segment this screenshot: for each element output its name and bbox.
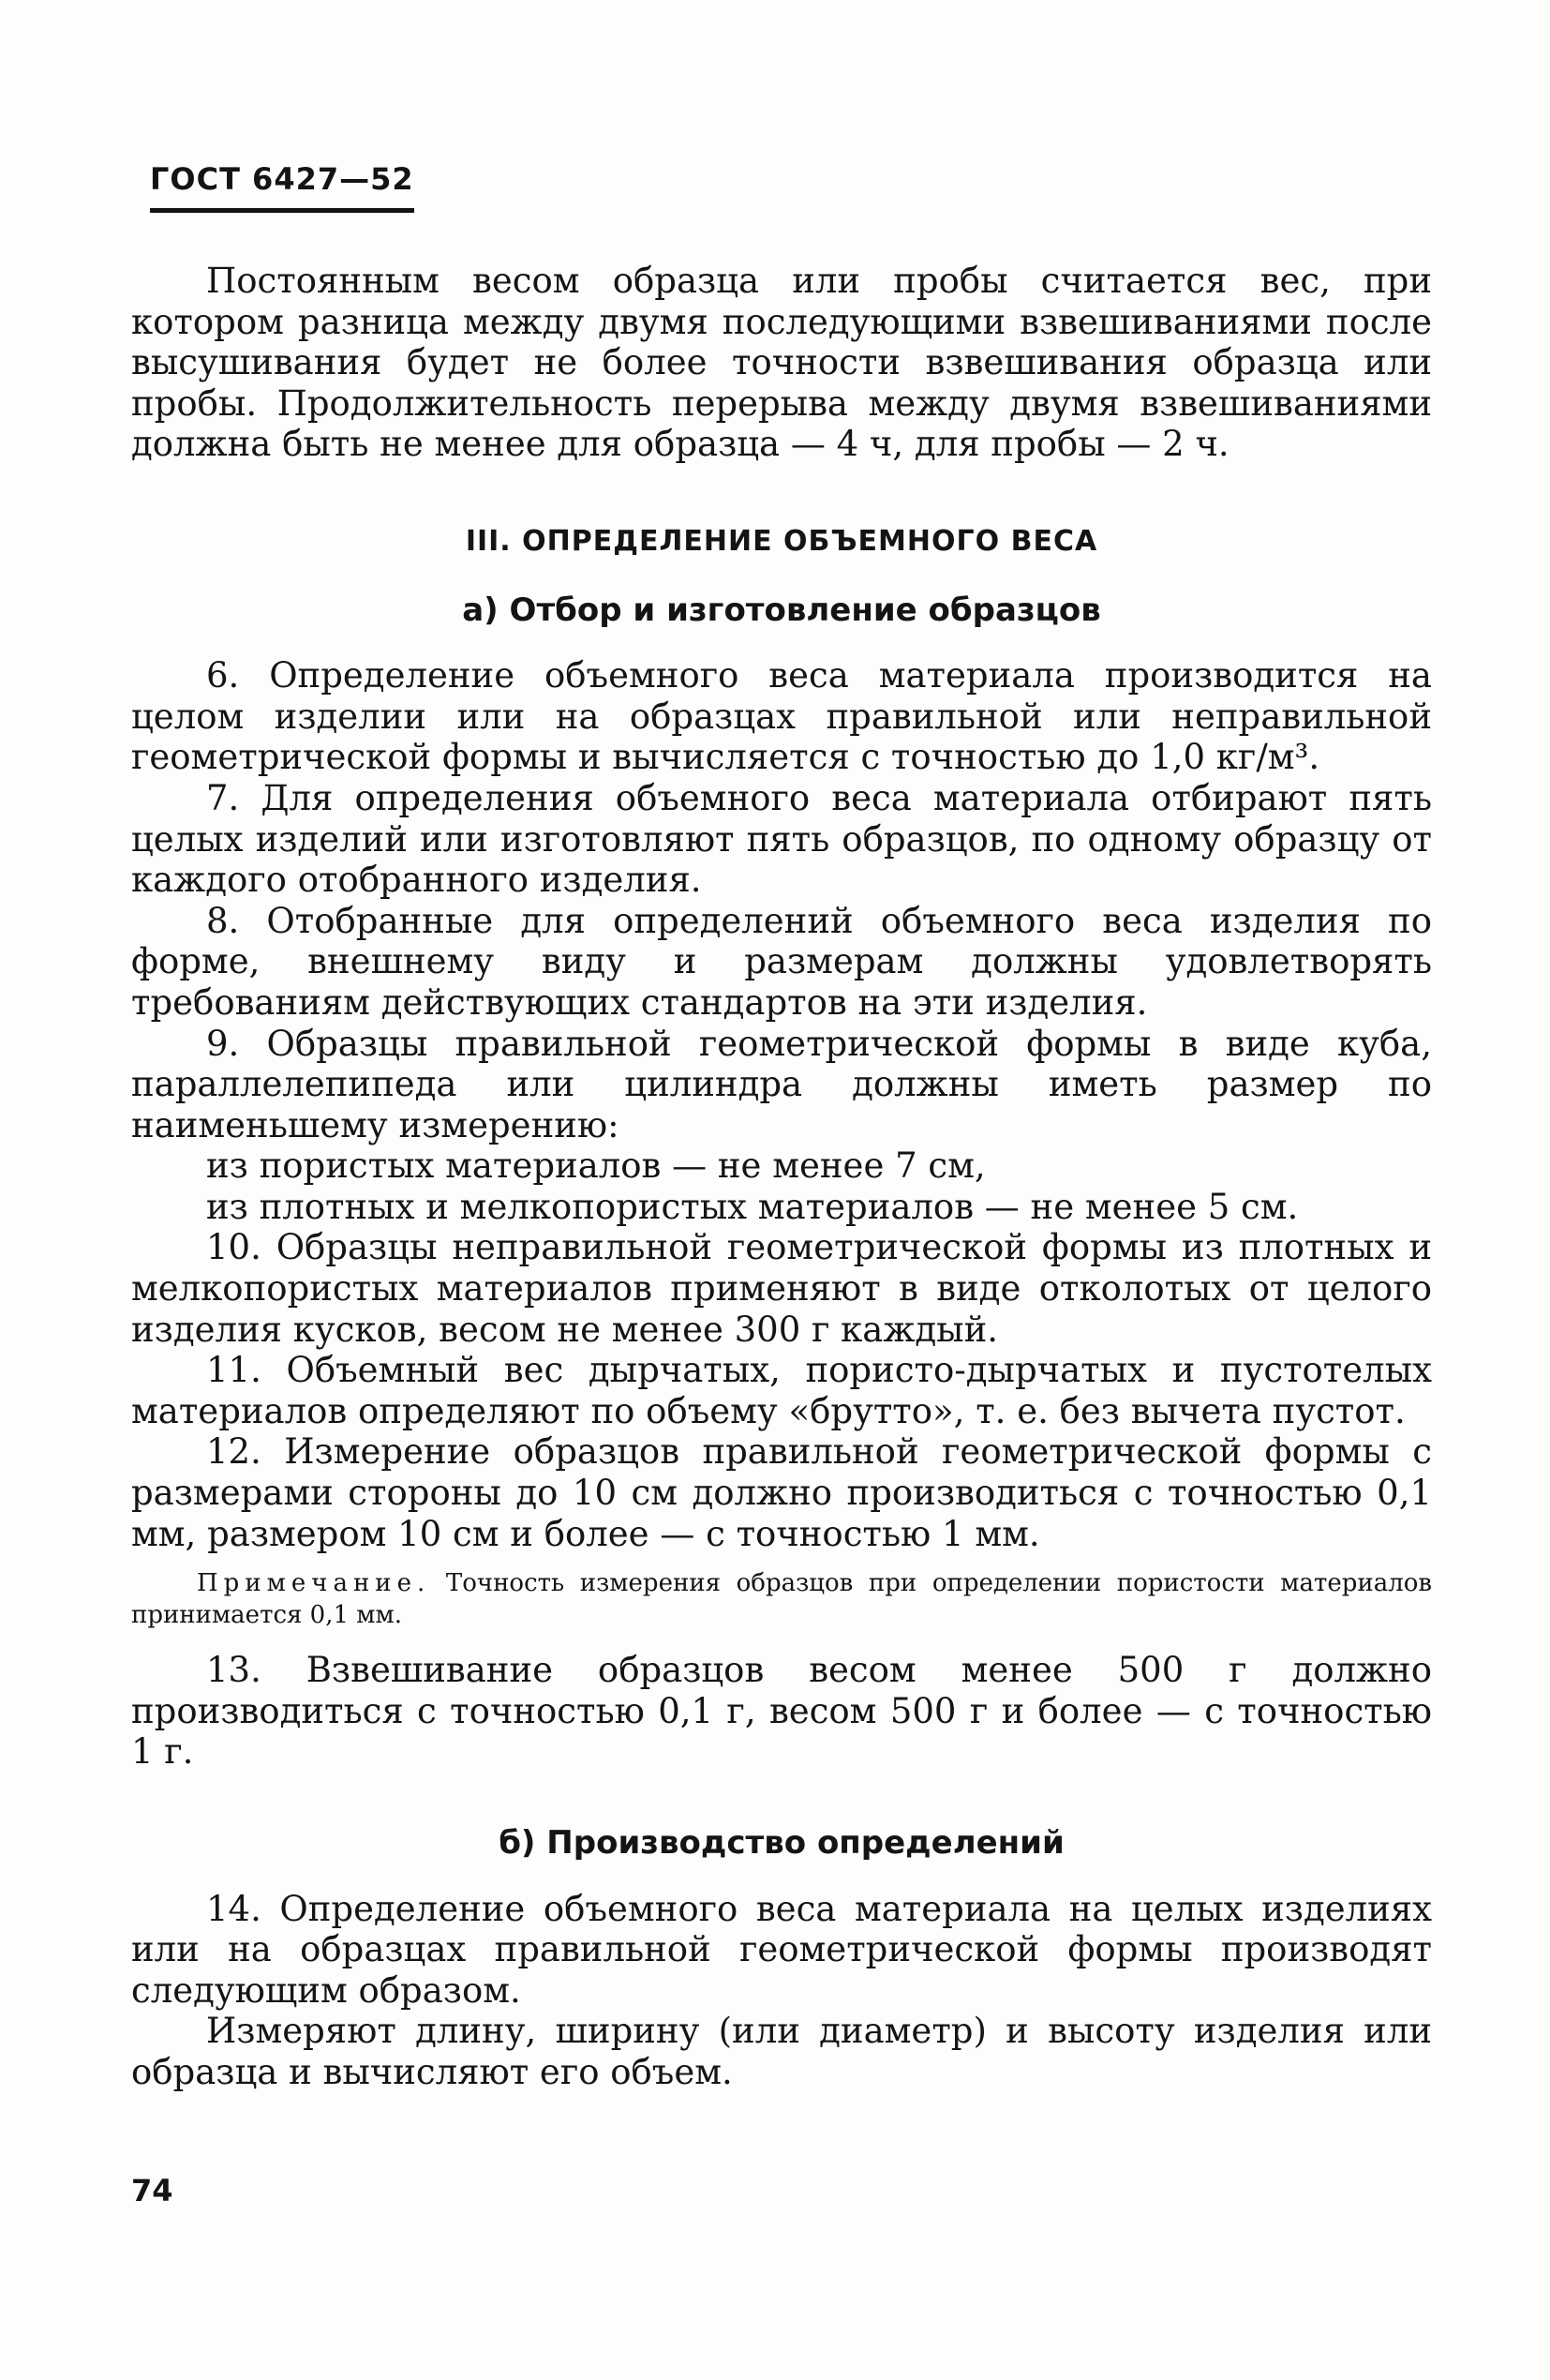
item-7: 7. Для определения объемного веса материала отбирают пять целых изделий или изготовляют пять образцов, по одному образцу от каждого отобранного изделия. <box>131 777 1432 901</box>
item-13: 13. Взвешивание образцов весом менее 500 г должно производиться с точностью 0,1 г, весом 500 г и более — с точностью 1 г. <box>131 1650 1432 1773</box>
item-9: 9. Образцы правильной геометрической формы в виде куба, параллелепипеда или цилиндра должны иметь размер по наименьшему измерению: <box>131 1023 1432 1145</box>
intro-paragraph: Постоянным весом образца или пробы считается вес, при котором разница между двумя последующими взвешиваниями после высушивания будет не более точности взвешивания образца или пробы. Продолжительность перерыва между двумя взвешиваниями должна быть не менее для образца — 4 ч, для пробы — 2 ч. <box>131 261 1432 465</box>
document-header: ГОСТ 6427—52 <box>150 161 414 213</box>
item-14: 14. Определение объемного веса материала на целых изделиях или на образцах правильной геометрической формы производят следующим образом. <box>131 1888 1432 2011</box>
item-12: 12. Измерение образцов правильной геометрической формы с размерами стороны до 10 см должно производиться с точностью 0,1 мм, размером 10 см и более — с точностью 1 мм. <box>131 1431 1432 1554</box>
note-label: Примечание. <box>197 1569 431 1598</box>
item-11: 11. Объемный вес дырчатых, пористо-дырчатых и пустотелых материалов определяют по объему «брутто», т. е. без вычета пустот. <box>131 1350 1432 1431</box>
note <box>131 1567 1432 1631</box>
note-text: Точность измерения образцов при определении пористости материалов принимается 0,1 мм. <box>131 1569 1433 1630</box>
subsection-b-title: б) Производство определений <box>499 1824 1065 1862</box>
document-body <box>131 261 1432 2093</box>
item-8: 8. Отобранные для определений объемного веса изделия по форме, внешнему виду и размерам должны удовлетворять требованиям действующих стандартов на эти изделия. <box>131 900 1432 1023</box>
item-10: 10. Образцы неправильной геометрической формы из плотных и мелкопористых материалов применяют в виде отколотых от целого изделия кусков, весом не менее 300 г каждый. <box>131 1227 1432 1350</box>
page-number: 74 <box>131 2173 173 2208</box>
item-9-porous: из пористых материалов — не менее 7 см, <box>206 1145 986 1187</box>
section-title: III. ОПРЕДЕЛЕНИЕ ОБЪЕМНОГО ВЕСА <box>465 524 1098 558</box>
subsection-a-title: а) Отбор и изготовление образцов <box>462 591 1101 629</box>
item-14-measure: Измеряют длину, ширину (или диаметр) и высоту изделия или образца и вычисляют его объем. <box>131 2011 1432 2092</box>
item-6: 6. Определение объемного веса материала производится на целом изделии или на образцах правильной или неправильной геометрической формы и вычисляется с точностью до 1,0 кг/м³. <box>131 655 1432 778</box>
item-9-dense: из плотных и мелкопористых материалов — не менее 5 см. <box>206 1186 1299 1227</box>
